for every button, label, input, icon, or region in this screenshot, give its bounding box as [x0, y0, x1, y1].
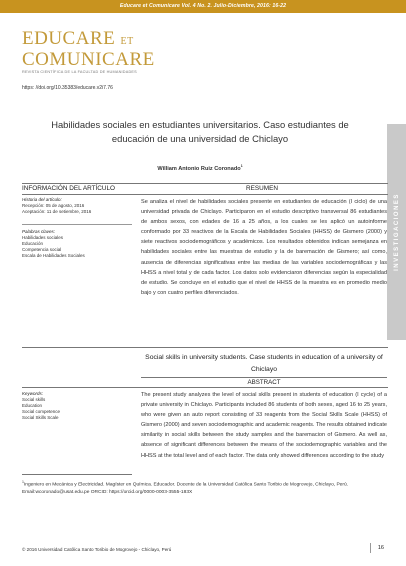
author-footnote-mark: 1 [240, 164, 243, 168]
keyword-en: Education [22, 403, 43, 408]
resumen-text: Se analiza el nivel de habilidades sociales presente en estudiantes de educación (I ciclo) de una universidad privada de Chiclayo. Participaron en el estudio descriptivo transversal 86 estudiantes de ambos sexos, con edades de 16 a 25 años, a los cuales se les aplicó un autoinforme conformado por 33 reactivos de la Escala de Habilidades Sociales (HHSS) de Gismero (2000) y siete reactivos sociodemográficos y académicos. Los resultados obtenidos indican semejanza en habilidades sociales entre las muestras de estudio y la de baremación de Gismero; así como, ausencia de diferencias significativas entre las medias de las variables sociodemográficas y las HHSS a nivel total y de cada factor. Los datos solo evidenciaron diferencias según la especialidad de estudio. Se concluye en el estudio que el nivel de HHSS de la muestra es en promedio medio bajo y con cuatro perfiles diferenciados. [141, 199, 387, 296]
keywords-es-label: Palabras claves: [22, 229, 56, 234]
keyword-en: Social skills [22, 397, 46, 402]
journal-logo [22, 30, 155, 74]
logo-word-comunicare: COMUNICARE [22, 49, 155, 70]
abstract-top-rule [141, 377, 387, 378]
history-label: Historia del artículo: [22, 197, 62, 202]
copyright: © 2016 Universidad Católica Santo Toribio de Mogrovejo - Chiclayo, Perú [22, 547, 172, 552]
info-heading: INFORMACIÓN DEL ARTÍCULO [22, 185, 116, 192]
accepted-date: Aceptación: 11 de setiembre, 2016 [22, 209, 92, 214]
journal-header-bar [0, 0, 406, 13]
article-author [40, 164, 360, 172]
journal-line: Educare et Comunicare Vol. 4 No. 2. Julio-Diciembre, 2016: 16-22 [119, 3, 287, 9]
top-rule [22, 183, 388, 184]
header-rule [22, 194, 388, 195]
doi-link[interactable]: https: //doi.org/10.35383/educare.v2i7.76 [22, 85, 113, 91]
keywords-en [22, 391, 132, 421]
keyword-es: Habilidades sociales [22, 235, 64, 240]
received-date: Recepción: 05 de agosto, 2016 [22, 203, 85, 208]
logo-subtitle: REVISTA CIENTÍFICA DE LA FACULTAD DE HUMANIDADES [22, 70, 137, 74]
page-number: 16 [370, 543, 384, 553]
logo-word-et: ET [120, 36, 134, 47]
keyword-en: Social Skills Scale [22, 415, 59, 420]
article-history [22, 197, 132, 215]
english-top-rule [22, 347, 388, 348]
abstract-bottom-rule [22, 387, 388, 388]
history-rule [22, 224, 132, 225]
abstract-heading: ABSTRACT [247, 379, 281, 386]
author-footnote [22, 479, 378, 497]
article-title: Habilidades sociales en estudiantes universitarios. Caso estudiantes de educación de una universidad de Chiclayo [51, 119, 349, 144]
palabras-claves [22, 229, 132, 259]
section-label: INVESTIGACIONES [393, 193, 400, 271]
abstract-text: The present study analyzes the level of social skills present in students of education (I cycle) of a private university in Chiclayo. Participants included 86 students of both sexes, aged 16 to 25 years, who were given an auto report consisting of 33 reagents from the Social Skills Scale (HHSS) of Gismero (2000) and seven sociodemographic and academic reagents. The results obtained indicate similarity in social skills between the study samples and the baremacion of Gismero. As well as, absence of significant differences between the means of the sociodemographic variables and the HHSS at the total level and of each factor. The data only showed differences according to the study [141, 392, 387, 459]
logo-word-educare: EDUCARE [22, 28, 116, 49]
author-name: William Antonio Ruiz Coronado [157, 165, 241, 172]
keyword-es: Escala de Habilidades Sociales [22, 253, 85, 258]
keyword-en: Social competence [22, 409, 61, 414]
keyword-es: Educación [22, 241, 44, 246]
footnote-text: Ingeniero en Mecánica y Electricidad. Magíster en Química. Educador. Docente de la Universidad Católica Santo Toribio de Mogrovejo, Chiclayo, Perú. Email:wcoronado@usat.edu.pe ORCID: https://orcid.org/0000-0003-3555-183X [22, 482, 349, 496]
keywords-en-label: Keywords: [22, 391, 44, 396]
keyword-es: Competencia social [22, 247, 62, 252]
footnote-rule [22, 474, 132, 475]
footnote-mark: 1 [22, 480, 24, 484]
english-title: Social skills in university students. Case students in education of a university of Chiclayo [145, 354, 383, 373]
resumen-heading: RESUMEN [246, 185, 278, 192]
section-side-tab [387, 124, 406, 340]
